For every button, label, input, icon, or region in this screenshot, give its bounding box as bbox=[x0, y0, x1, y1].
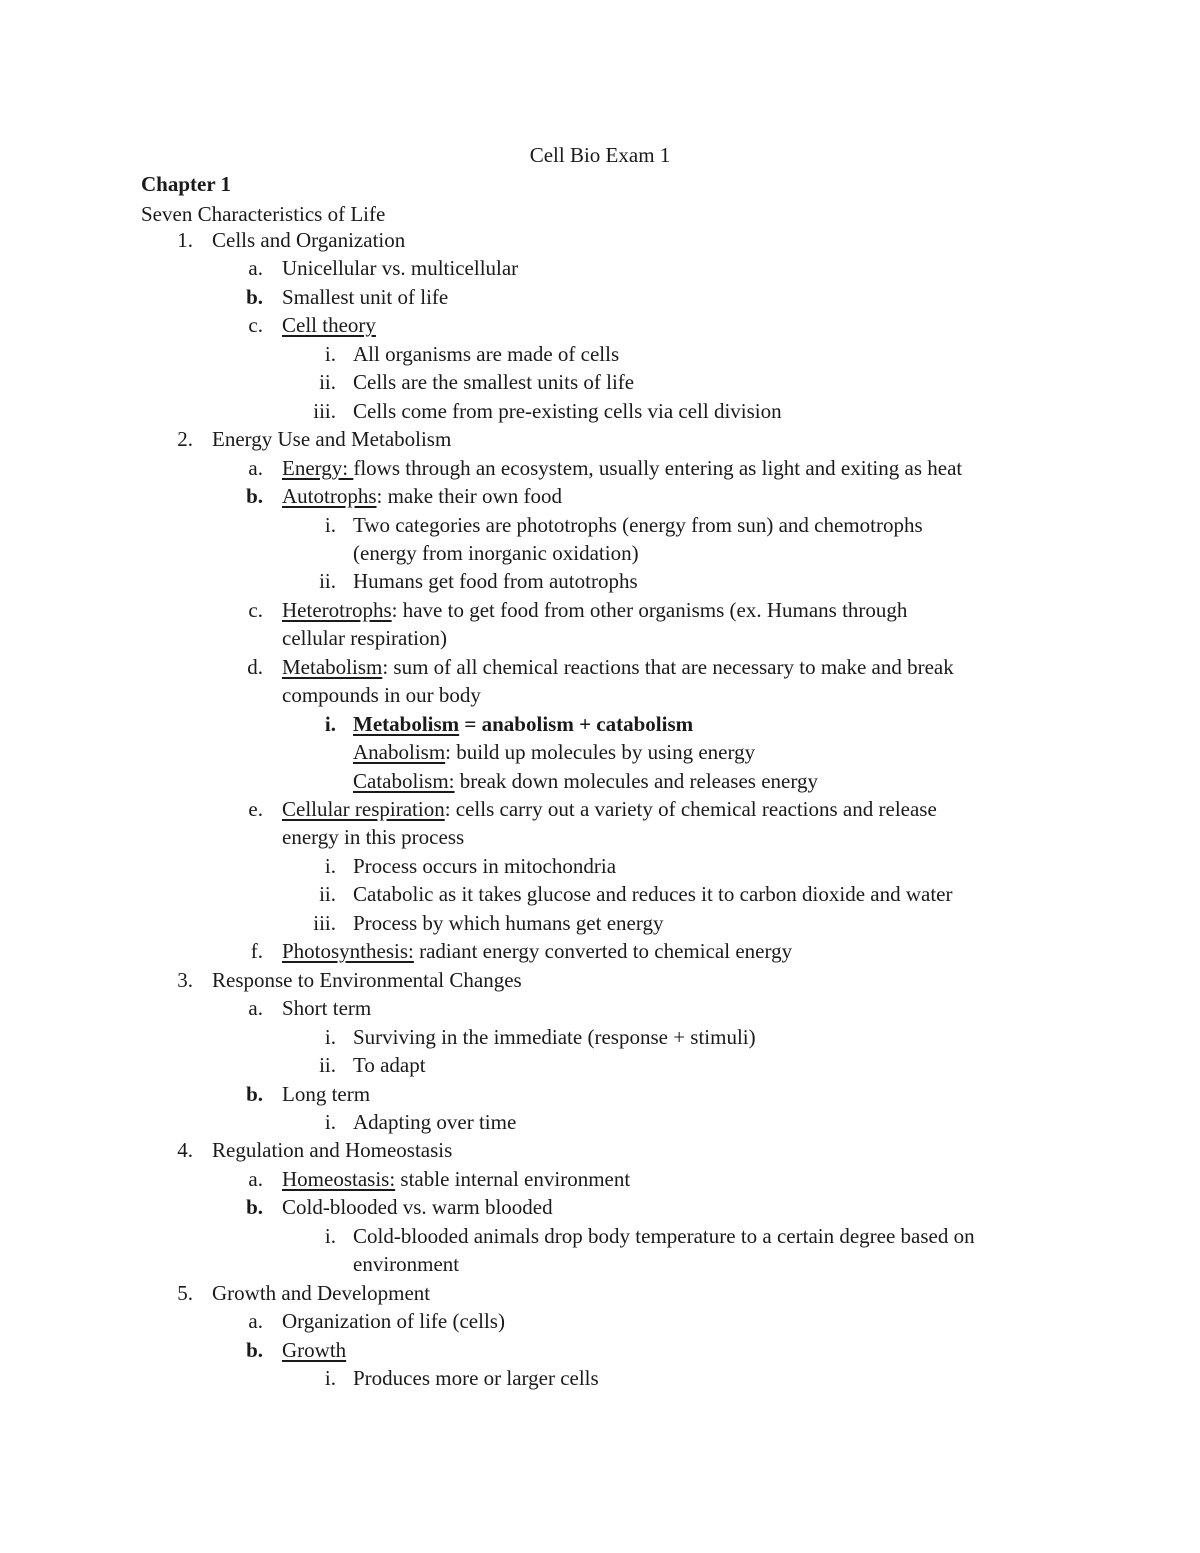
list-marker: ii. bbox=[319, 882, 336, 907]
list-marker: 3. bbox=[177, 967, 193, 992]
line-text bbox=[282, 598, 907, 623]
text-segment: Cells come from pre-existing cells via cell division bbox=[353, 398, 782, 423]
text-segment: compounds in our body bbox=[282, 683, 481, 708]
text-segment: Long term bbox=[282, 1081, 371, 1106]
list-marker: b. bbox=[246, 484, 263, 509]
list-marker: b. bbox=[246, 284, 263, 309]
line-text bbox=[353, 370, 634, 395]
list-marker: a. bbox=[248, 1309, 263, 1334]
line-text bbox=[353, 854, 616, 879]
line-text bbox=[282, 1082, 370, 1107]
text-segment: Cold-blooded vs. warm blooded bbox=[282, 1195, 553, 1220]
line-text bbox=[353, 513, 923, 538]
underlined-term: Metabolism bbox=[353, 711, 460, 736]
text-segment: Organization of life (cells) bbox=[282, 1309, 505, 1334]
list-marker: ii. bbox=[319, 569, 336, 594]
text-segment: : build up molecules by using energy bbox=[445, 740, 756, 765]
text-segment: Response to Environmental Changes bbox=[212, 967, 522, 992]
list-marker: b. bbox=[246, 1081, 263, 1106]
text-segment: stable internal environment bbox=[395, 1166, 631, 1191]
line-text bbox=[353, 1053, 426, 1078]
underlined-term: Cell theory bbox=[282, 313, 376, 338]
list-marker: 4. bbox=[177, 1138, 193, 1163]
line-text bbox=[212, 1281, 430, 1306]
list-marker: i. bbox=[324, 512, 336, 537]
text-segment: Cells are the smallest units of life bbox=[353, 370, 635, 395]
text-segment: Short term bbox=[282, 996, 372, 1021]
text-segment: : make their own food bbox=[376, 484, 562, 509]
line-text bbox=[282, 626, 447, 651]
list-marker: b. bbox=[246, 1337, 263, 1362]
line-text bbox=[282, 825, 464, 850]
line-text bbox=[353, 740, 755, 765]
document-title: Cell Bio Exam 1 bbox=[529, 143, 671, 167]
line-text bbox=[282, 456, 962, 481]
list-marker: i. bbox=[324, 1366, 336, 1390]
list-marker: i. bbox=[324, 853, 336, 878]
text-segment: Produces more or larger cells bbox=[353, 1366, 599, 1390]
list-marker: d. bbox=[247, 654, 263, 679]
line-text bbox=[282, 285, 448, 310]
list-marker: i. bbox=[324, 341, 336, 366]
line-text bbox=[282, 683, 481, 708]
list-marker: iii. bbox=[313, 398, 336, 423]
text-segment: Cells and Organization bbox=[212, 228, 406, 252]
underlined-term: Energy: bbox=[282, 455, 354, 480]
line-text bbox=[353, 1025, 756, 1050]
line-text bbox=[282, 313, 376, 338]
text-segment: (energy from inorganic oxidation) bbox=[353, 540, 639, 565]
text-segment: environment bbox=[353, 1252, 460, 1277]
text-segment: To adapt bbox=[353, 1053, 426, 1078]
text-segment: Process by which humans get energy bbox=[353, 910, 664, 935]
list-marker: a. bbox=[248, 256, 263, 281]
underlined-term: Anabolism bbox=[353, 740, 446, 765]
line-text bbox=[282, 939, 792, 964]
list-marker: a. bbox=[248, 1166, 263, 1191]
text-segment: radiant energy converted to chemical energy bbox=[413, 939, 793, 964]
list-marker: a. bbox=[248, 455, 263, 480]
line-text bbox=[353, 399, 782, 424]
list-marker: i. bbox=[324, 1223, 336, 1248]
list-marker: e. bbox=[248, 797, 263, 821]
text-segment: Regulation and Homeostasis bbox=[212, 1138, 453, 1163]
text-segment: Humans get food from autotrophs bbox=[353, 569, 638, 594]
text-segment: Cold-blooded animals drop body temperature to a certain degree based on bbox=[353, 1223, 975, 1248]
text-segment: Catabolic as it takes glucose and reduces it to carbon dioxide and water bbox=[353, 882, 953, 907]
list-marker: f. bbox=[250, 939, 263, 964]
list-marker: 5. bbox=[177, 1280, 193, 1305]
text-segment: Unicellular vs. multicellular bbox=[282, 256, 519, 281]
line-text bbox=[212, 427, 451, 452]
text-segment: All organisms are made of cells bbox=[353, 341, 620, 366]
line-text bbox=[212, 1138, 452, 1163]
line-text bbox=[282, 256, 518, 281]
text-segment: Growth and Development bbox=[212, 1280, 431, 1305]
text-segment: : have to get food from other organisms (ex. Humans through bbox=[391, 597, 908, 622]
list-marker: 1. bbox=[177, 228, 193, 252]
line-text bbox=[282, 1167, 630, 1192]
text-segment: break down molecules and releases energy bbox=[454, 768, 818, 793]
line-text bbox=[282, 996, 371, 1021]
line-text bbox=[353, 541, 639, 566]
list-marker: i. bbox=[324, 1024, 336, 1049]
chapter-heading: Chapter 1 bbox=[141, 172, 232, 196]
line-text bbox=[212, 968, 522, 993]
list-marker: a. bbox=[248, 996, 263, 1021]
text-segment: energy in this process bbox=[282, 825, 465, 850]
line-text bbox=[282, 484, 562, 509]
list-marker: ii. bbox=[319, 370, 336, 395]
list-marker: i. bbox=[324, 1109, 336, 1134]
line-text bbox=[353, 1110, 516, 1135]
section-heading: Seven Characteristics of Life bbox=[141, 202, 386, 226]
underlined-term: Cellular respiration bbox=[282, 797, 445, 821]
text-segment: : cells carry out a variety of chemical reactions and release bbox=[444, 797, 937, 821]
list-marker: i. bbox=[324, 711, 336, 736]
list-marker: 2. bbox=[177, 427, 193, 452]
text-segment: : sum of all chemical reactions that are necessary to make and break bbox=[382, 654, 954, 679]
text-segment: Process occurs in mitochondria bbox=[353, 853, 617, 878]
text-segment: cellular respiration) bbox=[282, 626, 448, 651]
list-marker: b. bbox=[246, 1195, 263, 1220]
line-text bbox=[353, 712, 693, 737]
line-text bbox=[353, 1224, 975, 1249]
line-text bbox=[212, 228, 405, 253]
line-text bbox=[353, 911, 663, 936]
underlined-term: Metabolism bbox=[282, 654, 383, 679]
line-text bbox=[282, 797, 937, 822]
list-marker: c. bbox=[248, 597, 263, 622]
text-segment: Energy Use and Metabolism bbox=[212, 427, 452, 452]
line-text bbox=[353, 1252, 459, 1277]
line-text bbox=[353, 882, 952, 907]
line-text bbox=[282, 1338, 346, 1363]
underlined-term: Autotrophs bbox=[282, 484, 377, 509]
line-text bbox=[353, 769, 818, 794]
text-segment: = anabolism + catabolism bbox=[459, 711, 694, 736]
underlined-term: Homeostasis: bbox=[282, 1166, 396, 1191]
line-text bbox=[353, 1366, 599, 1391]
underlined-term: Catabolism: bbox=[353, 768, 455, 793]
list-marker: c. bbox=[248, 313, 263, 338]
underlined-term: Heterotrophs bbox=[282, 597, 392, 622]
text-segment: Surviving in the immediate (response + stimuli) bbox=[353, 1024, 756, 1049]
text-segment: Adapting over time bbox=[353, 1109, 517, 1134]
line-text bbox=[282, 1195, 553, 1220]
underlined-term: Photosynthesis: bbox=[282, 939, 414, 964]
text-segment: Smallest unit of life bbox=[282, 284, 449, 309]
text-segment: flows through an ecosystem, usually entering as light and exiting as heat bbox=[353, 455, 963, 480]
list-marker: iii. bbox=[313, 910, 336, 935]
list-marker: ii. bbox=[319, 1053, 336, 1078]
line-text bbox=[282, 655, 954, 680]
line-text bbox=[353, 569, 638, 594]
underlined-term: Growth bbox=[282, 1337, 347, 1362]
line-text bbox=[353, 342, 619, 367]
text-segment: Two categories are phototrophs (energy from sun) and chemotrophs bbox=[353, 512, 923, 537]
line-text bbox=[282, 1309, 505, 1334]
